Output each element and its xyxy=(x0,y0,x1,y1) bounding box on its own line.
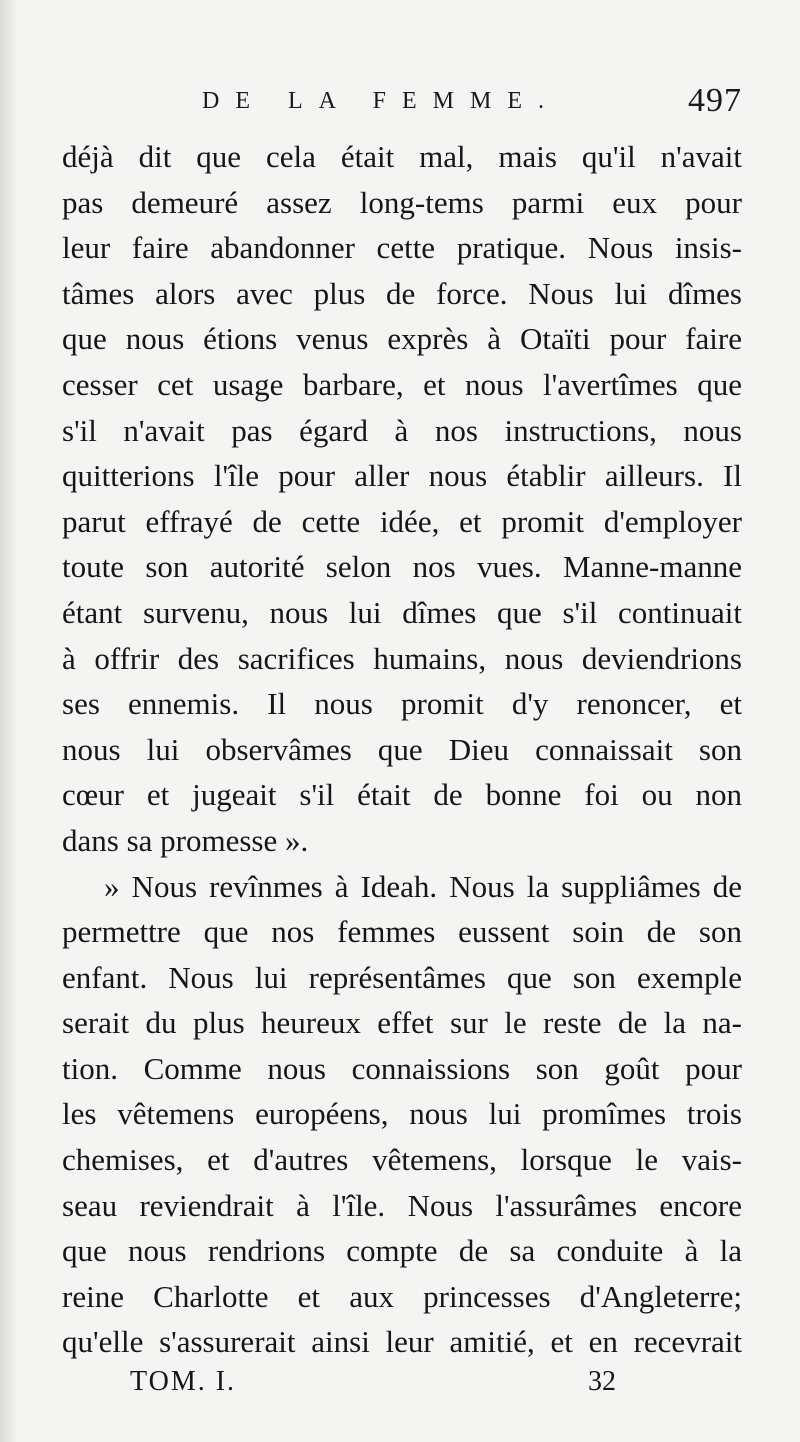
running-title: DE LA FEMME. xyxy=(202,88,561,114)
text-line: que nous étions venus exprès à Otaïti pour faire xyxy=(62,321,742,357)
text-line: serait du plus heureux effet sur le reste de la na- xyxy=(62,1005,742,1041)
page-footer xyxy=(0,1362,800,1412)
text-line: chemises, et d'autres vêtemens, lorsque le vais- xyxy=(62,1142,742,1178)
signature-mark: 32 xyxy=(588,1366,616,1397)
text-line: pas demeuré assez long-tems parmi eux pour xyxy=(62,184,742,220)
page-number: 497 xyxy=(688,82,742,119)
text-line: leur faire abandonner cette pratique. Nous insis- xyxy=(62,230,742,266)
page-gutter-shadow xyxy=(0,0,18,1442)
text-line: s'il n'avait pas égard à nos instructions, nous xyxy=(62,412,742,448)
text-line: cesser cet usage barbare, et nous l'avertîmes que xyxy=(62,366,742,402)
text-line: parut effrayé de cette idée, et promit d'employer xyxy=(62,503,742,539)
body-text xyxy=(62,134,742,1365)
text-line: ses ennemis. Il nous promit d'y renoncer, et xyxy=(62,686,742,722)
text-line: reine Charlotte et aux princesses d'Angleterre; xyxy=(62,1278,742,1314)
text-line: tion. Comme nous connaissions son goût pour xyxy=(62,1050,742,1086)
text-line: toute son autorité selon nos vues. Manne-manne xyxy=(62,549,742,585)
text-line: enfant. Nous lui représentâmes que son exemple xyxy=(62,959,742,995)
text-line: déjà dit que cela était mal, mais qu'il n'avait xyxy=(62,139,742,174)
paragraph-end-line: dans sa promesse ». xyxy=(62,822,309,858)
page-header xyxy=(202,82,742,132)
text-line: à offrir des sacrifices humains, nous deviendrions xyxy=(62,640,742,676)
text-line: quitterions l'île pour aller nous établir ailleurs. Il xyxy=(62,458,742,494)
text-line: seau reviendrait à l'île. Nous l'assurâmes encore xyxy=(62,1187,742,1223)
text-line: cœur et jugeait s'il était de bonne foi ou non xyxy=(62,777,742,813)
volume-label: TOM. I. xyxy=(130,1366,237,1397)
text-line: permettre que nos femmes eussent soin de son xyxy=(62,914,742,950)
paragraph-start-line: » Nous revînmes à Ideah. Nous la suppliâmes de xyxy=(104,868,742,904)
text-line: qu'elle s'assurerait ainsi leur amitié, et en recevrait xyxy=(62,1324,742,1360)
text-line: tâmes alors avec plus de force. Nous lui dîmes xyxy=(62,275,742,311)
text-line: que nous rendrions compte de sa conduite à la xyxy=(62,1233,742,1269)
text-line: nous lui observâmes que Dieu connaissait son xyxy=(62,731,742,767)
text-line: étant survenu, nous lui dîmes que s'il continuait xyxy=(62,594,742,630)
text-line: les vêtemens européens, nous lui promîmes trois xyxy=(62,1096,742,1132)
